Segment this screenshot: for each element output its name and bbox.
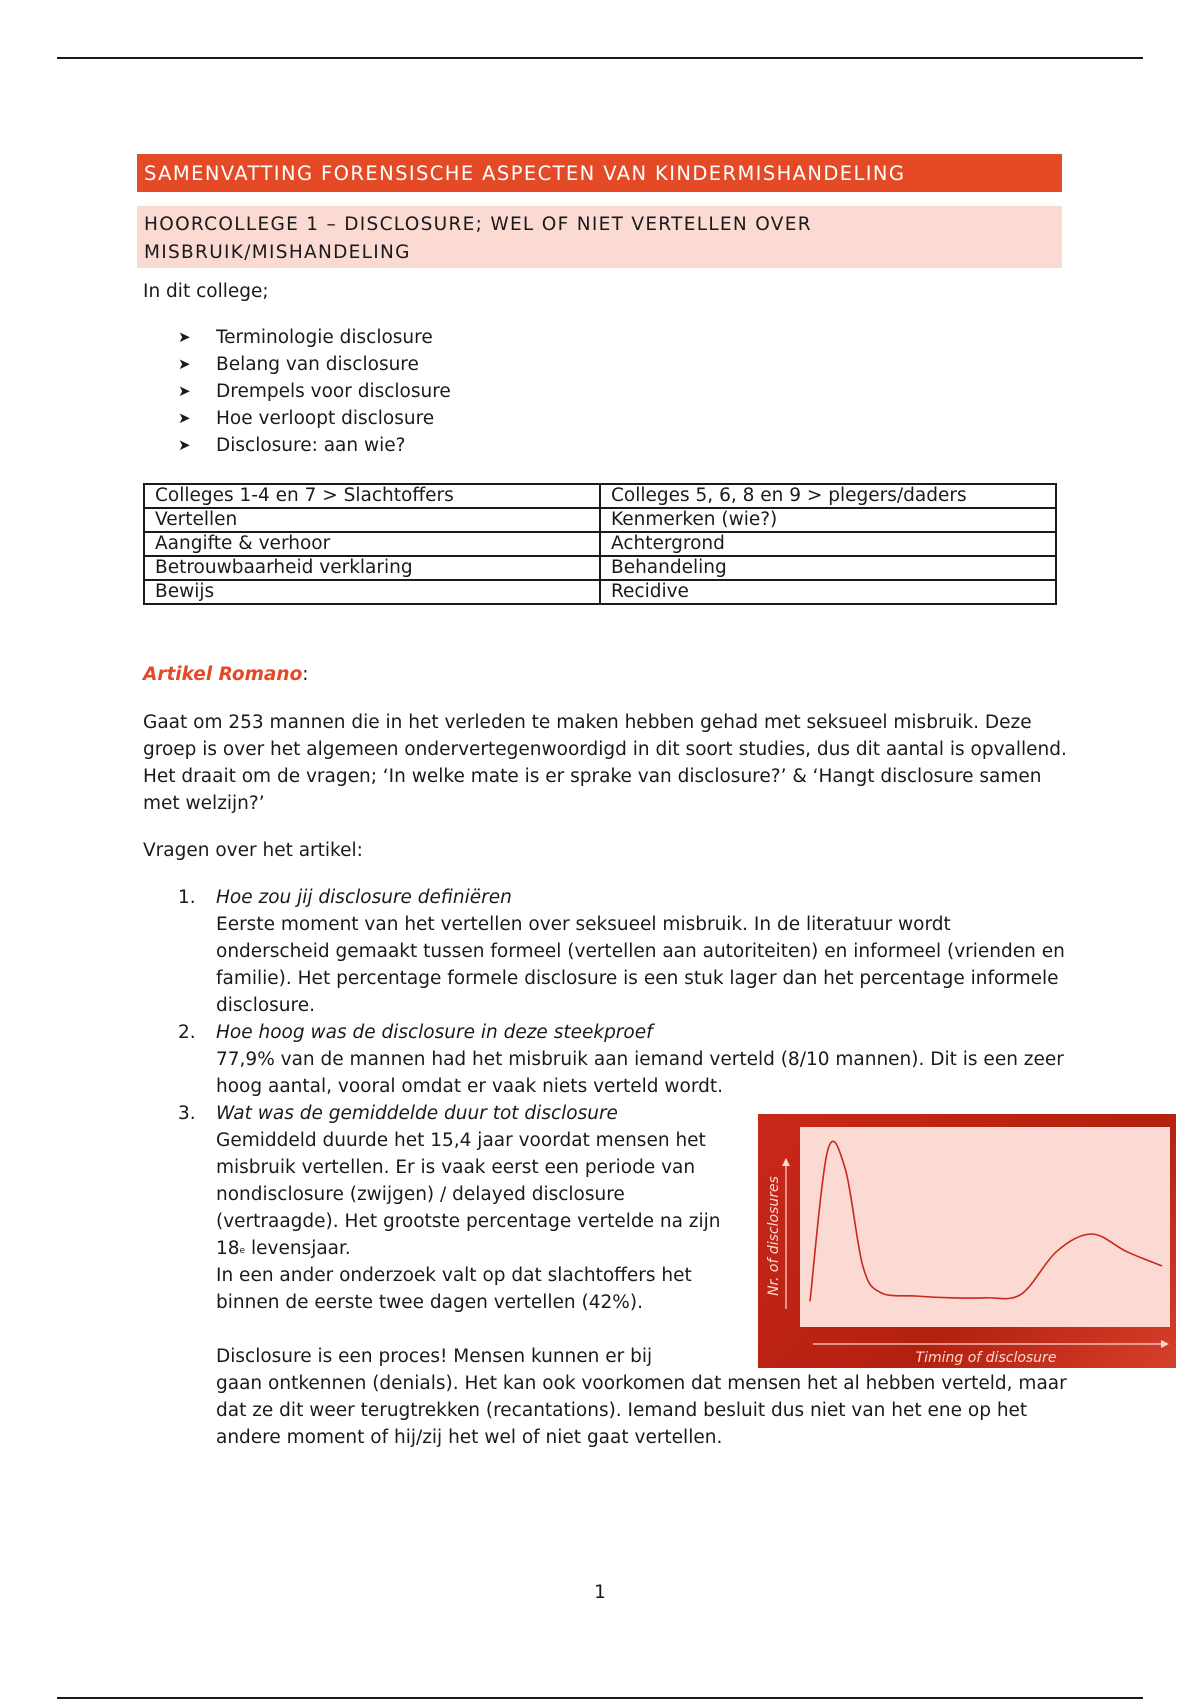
question-text: Hoe hoog was de disclosure in deze steekproef (216, 1022, 653, 1043)
footer-rule (57, 1697, 1143, 1699)
question-text: Hoe zou jij disclosure definiëren (216, 887, 512, 908)
table-cell: Behandeling (600, 556, 1056, 580)
x-axis-label: Timing of disclosure (915, 1350, 1057, 1366)
header-rule (57, 57, 1143, 59)
question-item-1 (178, 884, 1068, 1019)
table-cell: Vertellen (144, 508, 600, 532)
list-item: ➤ Belang van disclosure (178, 351, 451, 378)
lecture-heading-line2: MISBRUIK/MISHANDELING (144, 242, 411, 263)
disclosure-timing-chart (758, 1114, 1176, 1368)
list-item: ➤ Drempels voor disclosure (178, 378, 451, 405)
arrow-bullet-icon: ➤ (178, 436, 191, 454)
list-item: 3. Wat was de gemiddelde duur tot disclosure Gemiddeld duurde het 15,4 jaar voordat mensen het misbruik vertellen. Er is vaak eerst een periode van nondisclosure (zwijgen) / delayed disclosure (vertraagde). Het grootste percentage vertelde na zijn 18e levensjaar. In een ander onderzoek valt op dat slachtoffers het binnen de eerste twee dagen vertellen (42%). Disclosure is een proces! Mensen kunnen er bij gaan ontkennen (denials). Het kan ook voorkomen dat mensen het al hebben verteld, maar dat ze dit weer terugtrekken (recantations). Iemand besluit dus niet van het ene op het andere moment of hij/zij het wel of niet gaat vertellen. (178, 1100, 1068, 1451)
table-row (144, 484, 1056, 508)
table-cell: Kenmerken (wie?) (600, 508, 1056, 532)
table-cell: Betrouwbaarheid verklaring (144, 556, 600, 580)
article-summary: Gaat om 253 mannen die in het verleden te maken hebben gehad met seksueel misbruik. Deze groep is over het algemeen ondervertegenwoordigd in dit soort studies, dus dit aantal is opvallend. Het draait om de vragen; ‘In welke mate is er sprake van disclosure?’ & ‘Hangt disclosure samen met welzijn?’ (143, 712, 1067, 814)
question-text: Wat was de gemiddelde duur tot disclosure (216, 1103, 618, 1124)
answer-text: Gemiddeld duurde het 15,4 jaar voordat mensen het misbruik vertellen. Er is vaak eerst een periode van nondisclosure (zwijgen) / delayed disclosure (vertraagde). Het grootste percentage vertelde na zijn 18e levensjaar. (216, 1130, 721, 1259)
y-axis-arrow-icon (782, 1158, 790, 1166)
table-row (144, 556, 1056, 580)
chart-svg (758, 1114, 1176, 1368)
y-axis-label: Nr. of disclosures (766, 1176, 782, 1296)
arrow-bullet-icon: ➤ (178, 382, 191, 400)
table-cell: Colleges 5, 6, 8 en 9 > plegers/daders (600, 484, 1056, 508)
table-cell: Recidive (600, 580, 1056, 604)
table-cell: Achtergrond (600, 532, 1056, 556)
colleges-table (143, 483, 1057, 605)
list-item: 1. Hoe zou jij disclosure definiëren Eerste moment van het vertellen over seksueel misbruik. In de literatuur wordt onderscheid gemaakt tussen formeel (vertellen aan autoriteiten) en informeel (vrienden en familie). Het percentage formele disclosure is een stuk lager dan het percentage informele disclosure. (178, 884, 1068, 1019)
arrow-bullet-icon: ➤ (178, 409, 191, 427)
table-cell: Colleges 1-4 en 7 > Slachtoffers (144, 484, 600, 508)
page-number: 1 (594, 1582, 606, 1603)
article-heading: Artikel Romano: (143, 664, 309, 685)
answer-text: Disclosure is een proces! Mensen kunnen er bij (216, 1346, 653, 1367)
x-axis-arrow-icon (1161, 1340, 1169, 1348)
answer-text: Eerste moment van het vertellen over seksueel misbruik. In de literatuur wordt onderscheid gemaakt tussen formeel (vertellen aan autoriteiten) en informeel (vrienden en familie). Het percentage formele disclosure is een stuk lager dan het percentage informele disclosure. (216, 914, 1065, 1016)
list-item: ➤ Terminologie disclosure (178, 324, 451, 351)
table-cell: Aangifte & verhoor (144, 532, 600, 556)
table-row (144, 508, 1056, 532)
questions-intro: Vragen over het artikel: (143, 840, 363, 861)
topic-list (178, 324, 451, 459)
lecture-heading-line1: HOORCOLLEGE 1 – DISCLOSURE; WEL OF NIET VERTELLEN OVER (144, 214, 812, 235)
intro-text: In dit college; (143, 281, 269, 302)
list-item: ➤ Hoe verloopt disclosure (178, 405, 451, 432)
list-item: ➤ Disclosure: aan wie? (178, 432, 451, 459)
document-title: SAMENVATTING FORENSISCHE ASPECTEN VAN KINDERMISHANDELING (137, 154, 1062, 192)
question-item-2 (178, 1019, 1068, 1100)
arrow-bullet-icon: ➤ (178, 355, 191, 373)
list-item: 2. Hoe hoog was de disclosure in deze steekproef 77,9% van de mannen had het misbruik aan iemand verteld (8/10 mannen). Dit is een zeer hoog aantal, vooral omdat er vaak niets verteld wordt. (178, 1019, 1068, 1100)
answer-text: In een ander onderzoek valt op dat slachtoffers het binnen de eerste twee dagen vertellen (42%). (216, 1265, 692, 1313)
answer-text: gaan ontkennen (denials). Het kan ook voorkomen dat mensen het al hebben verteld, maar dat ze dit weer terugtrekken (recantations). Iemand besluit dus niet van het ene op het andere moment of hij/zij het wel of niet gaat vertellen. (216, 1373, 1067, 1448)
lecture-heading (137, 206, 1062, 268)
table-row (144, 532, 1056, 556)
table-row (144, 580, 1056, 604)
arrow-bullet-icon: ➤ (178, 328, 191, 346)
table-cell: Bewijs (144, 580, 600, 604)
article-title: Artikel Romano (143, 664, 303, 685)
answer-text: 77,9% van de mannen had het misbruik aan iemand verteld (8/10 mannen). Dit is een zeer hoog aantal, vooral omdat er vaak niets verteld wordt. (216, 1049, 1064, 1097)
